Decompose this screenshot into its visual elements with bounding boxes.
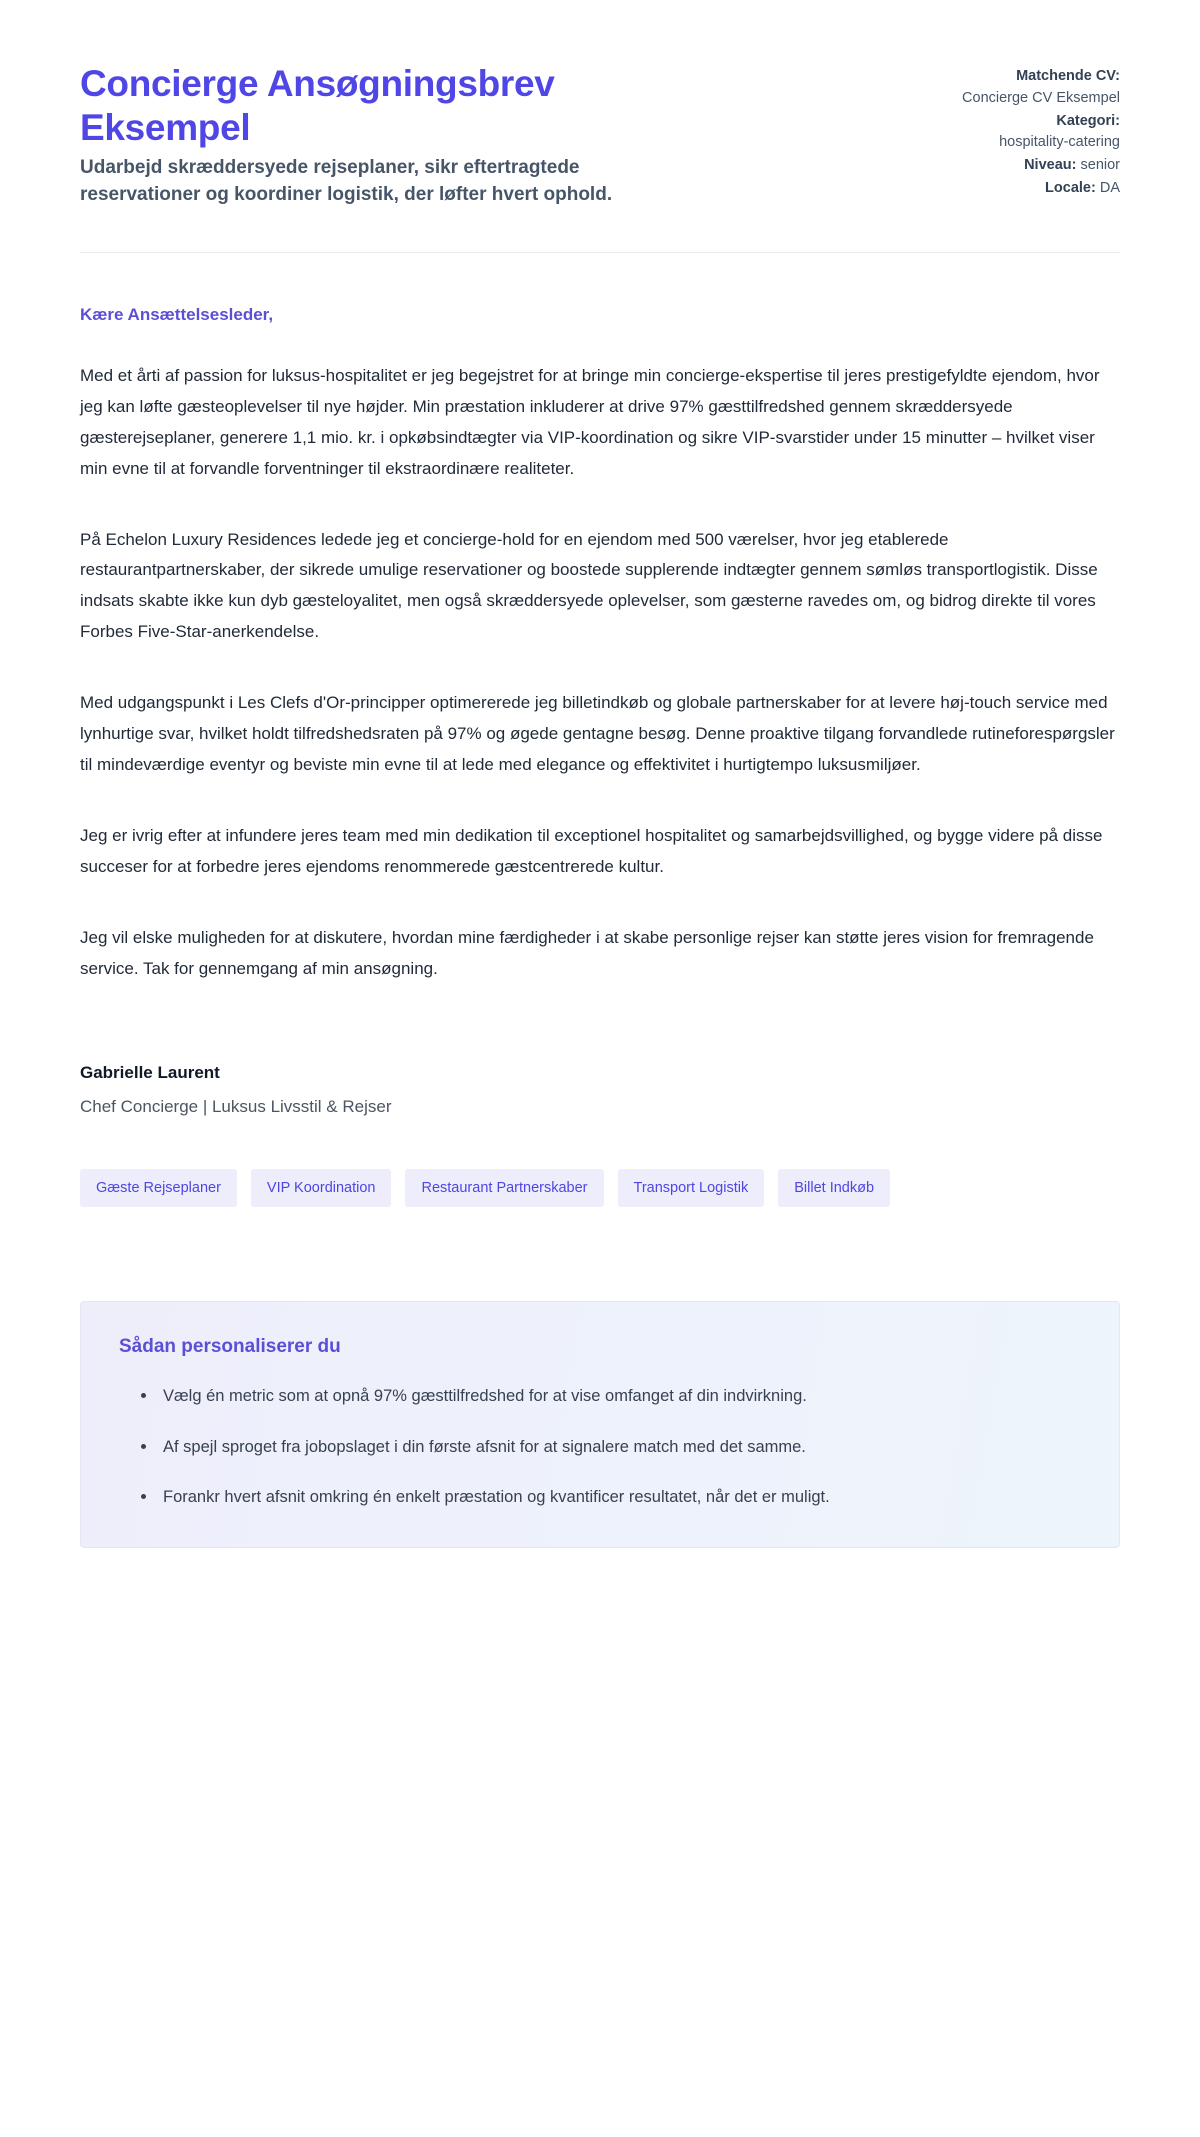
letter-paragraph: Med et årti af passion for luksus-hospitalitet er jeg begejstret for at bringe min concierge-ekspertise til jeres prestigefyldte ejendom, hvor jeg kan løfte gæsteoplevelser til nye højder. Min præstation inkluderer at drive 97% gæsttilfredshed gennem skræddersyede gæsterejseplaner, generere 1,1 mio. kr. i opkøbsindtægter via VIP-koordination og sikre VIP-svarstider under 15 minutter – hvilket viser min evne til at forvandle forventninger til ekstraordinære realiteter. bbox=[80, 365, 1100, 478]
meta-level-label: Niveau: bbox=[1024, 157, 1077, 173]
letter-salutation: Kære Ansættelsesleder, bbox=[80, 304, 274, 324]
skill-tag[interactable]: Gæste Rejseplaner bbox=[80, 1169, 237, 1208]
meta-matching-cv-label: Matchende CV: bbox=[1016, 68, 1120, 84]
page-subtitle: Udarbejd skræddersyede rejseplaner, sikr eftertragtede reservationer og koordiner logistik, der løfter hvert ophold. bbox=[80, 157, 613, 205]
meta-category-label: Kategori: bbox=[1056, 112, 1120, 129]
tip-list-item: Vælg én metric som at opnå 97% gæsttilfredshed for at vise omfanget af din indvirkning. bbox=[141, 1382, 1081, 1410]
document-header bbox=[80, 46, 1120, 208]
signature-role: Chef Concierge | Luksus Livsstil & Rejser bbox=[80, 1096, 392, 1116]
meta-level-value: senior bbox=[1080, 157, 1120, 173]
document-metadata-panel bbox=[930, 62, 1120, 201]
cover-letter-body bbox=[80, 253, 1120, 1208]
skill-tag[interactable]: Billet Indkøb bbox=[778, 1169, 890, 1208]
meta-level bbox=[930, 155, 1120, 177]
header-title-block bbox=[80, 62, 860, 208]
letter-paragraph: På Echelon Luxury Residences ledede jeg et concierge-hold for en ejendom med 500 værelser, hvor jeg etablerede restaurantpartnerskaber, der sikrede umulige reservationer og boostede supplerende indtægter gennem sømløs transportlogistik. Disse indsats skabte ikke kun dyb gæsteloyalitet, men også skræddersyede oplevelser, som gæsterne ravedes om, og bidrog direkte til vores Forbes Five-Star-anerkendelse. bbox=[80, 529, 1098, 642]
signature-block bbox=[80, 1063, 1120, 1117]
skill-tag[interactable]: Transport Logistik bbox=[618, 1169, 765, 1208]
letter-paragraph: Med udgangspunkt i Les Clefs d'Or-principper optimererede jeg billetindkøb og globale partnerskaber for at levere høj-touch service med lynhurtige svar, hvilket holdt tilfredshedsraten på 97% og øgede gentagne besøg. Denne proaktive tilgang forvandlede rutineforespørgsler til mindeværdige eventyr og beviste min evne til at lede med elegance og effektivitet i hurtigtempo luksusmiljøer. bbox=[80, 693, 1115, 775]
meta-matching-cv-value: Concierge CV Eksempel bbox=[962, 89, 1120, 106]
signature-name: Gabrielle Laurent bbox=[80, 1062, 220, 1082]
meta-matching-cv bbox=[930, 66, 1120, 110]
tips-list bbox=[119, 1382, 1081, 1511]
skill-tag[interactable]: VIP Koordination bbox=[251, 1169, 392, 1208]
letter-paragraph: Jeg vil elske muligheden for at diskutere, hvordan mine færdigheder i at skabe personlige rejser kan støtte jeres vision for fremragende service. Tak for gennemgang af min ansøgning. bbox=[80, 927, 1094, 978]
tip-list-item: Af spejl sproget fra jobopslaget i din første afsnit for at signalere match med det samme. bbox=[141, 1433, 1081, 1461]
meta-locale-label: Locale: bbox=[1045, 179, 1096, 196]
letter-paragraph: Jeg er ivrig efter at infundere jeres team med min dedikation til exceptionel hospitalitet og samarbejdsvillighed, og bygge videre på disse succeser for at forbedre jeres ejendoms renommerede gæstcentrerede kultur. bbox=[80, 826, 1103, 876]
meta-category-value: hospitality-catering bbox=[999, 134, 1120, 151]
tip-list-item: Forankr hvert afsnit omkring én enkelt præstation og kvantificer resultatet, når det er muligt. bbox=[141, 1483, 1081, 1511]
skill-tag[interactable]: Restaurant Partnerskaber bbox=[405, 1169, 603, 1208]
skill-tag-list bbox=[80, 1169, 980, 1208]
meta-locale bbox=[930, 178, 1120, 200]
meta-locale-value: DA bbox=[1099, 179, 1120, 196]
meta-category bbox=[930, 111, 1120, 155]
page-content-wrapper bbox=[80, 46, 1120, 1548]
personalization-tips-box bbox=[80, 1301, 1120, 1548]
tips-title: Sådan personaliserer du bbox=[119, 1336, 341, 1358]
page-title: Concierge Ansøgningsbrev Eksempel bbox=[80, 63, 555, 148]
